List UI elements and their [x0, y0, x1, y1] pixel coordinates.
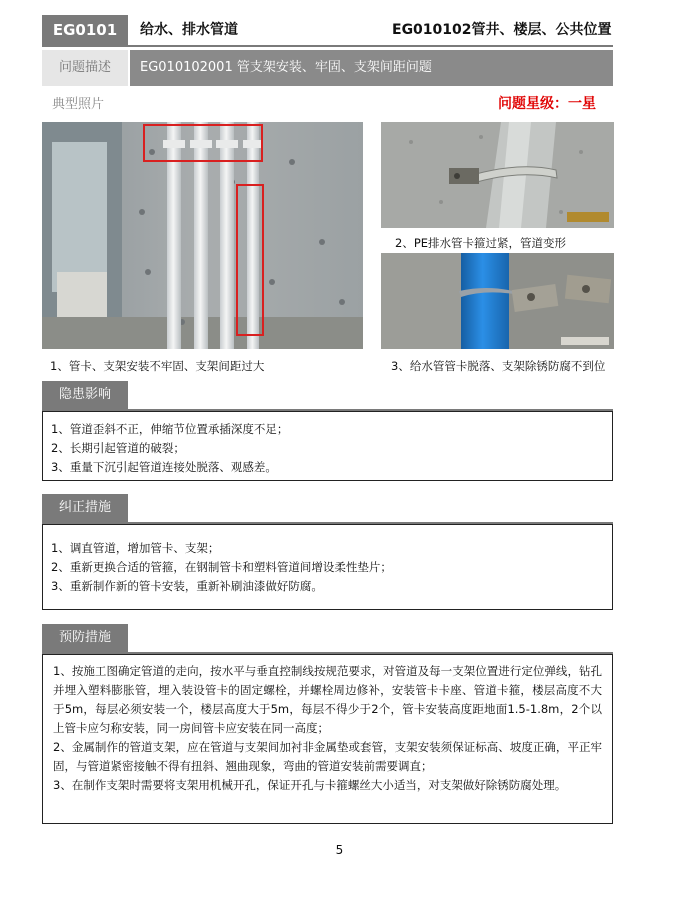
correction-item: 3、重新制作新的管卡安装，重新补刷油漆做好防腐。 [51, 579, 323, 593]
hazard-box [42, 411, 613, 481]
description-label: 问题描述 [42, 50, 128, 86]
correction-item: 2、重新更换合适的管箍，在钢制管卡和塑料管道间增设柔性垫片； [51, 560, 392, 574]
hazard-item: 1、管道歪斜不正，伸缩节位置承插深度不足； [51, 422, 289, 436]
section-code: EG0101 [42, 15, 128, 45]
category-title: 给水、排水管道 [140, 22, 238, 38]
hazard-title: 隐患影响 [42, 381, 128, 409]
correction-title: 纠正措施 [42, 494, 128, 522]
photo-water-pipe-clamp [381, 253, 614, 349]
prevention-item: 1、按施工图确定管道的走向，按水平与垂直控制线按规范要求，对管道及每一支架位置进行定位弹线，钻孔并埋入塑料膨胀管，埋入装设管卡的固定螺栓，并螺栓周边修补，安装管卡卡座、管道卡箍，楼层高度不大于5m，每层必须安装一个，楼层高度大于5m，每层不得少于2个，管卡安装高度距地面1.5-1.8m，2个以上管卡应匀称安装，同一房间管卡应安装在同一高度； [53, 664, 602, 735]
photo-caption-2: 2、PE排水管卡箍过紧，管道变形 [395, 236, 567, 250]
photo-pe-clamp [381, 122, 614, 228]
photo-water-pipe-clamp-image [381, 253, 614, 349]
correction-box [42, 524, 613, 610]
photo-pipe-supports [42, 122, 363, 349]
severity-rating: 问题星级：一星 [498, 96, 596, 112]
prevention-box [42, 654, 613, 824]
correction-item: 1、调直管道，增加管卡、支架； [51, 541, 220, 555]
location-title: EG010102管井、楼层、公共位置 [392, 22, 612, 38]
page-number: 5 [335, 843, 344, 857]
header-divider [42, 45, 613, 47]
photos-label: 典型照片 [52, 97, 105, 112]
description-value: EG010102001 管支架安装、牢固、支架间距问题 [130, 50, 613, 86]
hazard-item: 3、重量下沉引起管道连接处脱落、观感差。 [51, 460, 277, 474]
prevention-title: 预防措施 [42, 624, 128, 652]
hazard-item: 2、长期引起管道的破裂； [51, 441, 185, 455]
photo-pe-clamp-image [381, 122, 614, 228]
photo-pipe-supports-image [42, 122, 363, 349]
photo-caption-1: 1、管卡、支架安装不牢固、支架间距过大 [50, 359, 265, 373]
prevention-item: 2、金属制作的管道支架，应在管道与支架间加衬非金属垫或套管，支架安装须保证标高、坡度正确，平正牢固，与管道紧密接触不得有扭斜、翘曲现象，弯曲的管道安装前需要调直； [53, 740, 602, 773]
photo-caption-3: 3、给水管管卡脱落、支架除锈防腐不到位 [391, 359, 606, 373]
prevention-item: 3、在制作支架时需要将支架用机械开孔，保证开孔与卡箍螺丝大小适当，对支架做好除锈防腐处理。 [53, 778, 567, 792]
